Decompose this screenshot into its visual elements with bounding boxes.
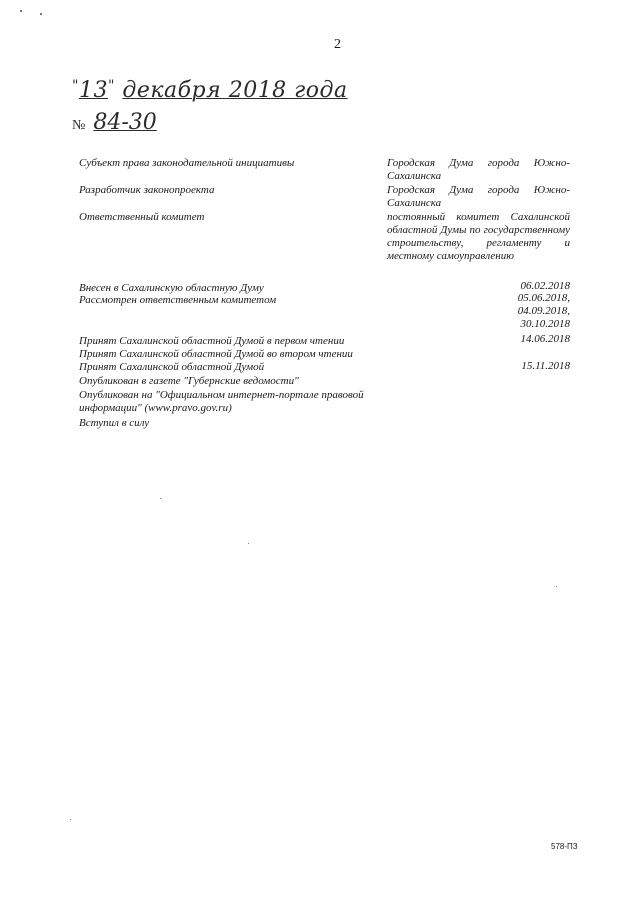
developer-label: Разработчик законопроекта [79,184,215,196]
reviewed-dates [518,292,570,331]
published-portal-label: Опубликован на "Официальном интернет-портале правовой информации" (www.pravo.gov.ru) [79,389,364,414]
reviewed-label: Рассмотрен ответственным комитетом [79,294,277,306]
developer-value: Городская Дума города Южно-Сахалинска [387,184,570,209]
date-open-quote: " [72,78,79,94]
submitted-date: 06.02.2018 [520,280,570,292]
submitted-label: Внесен в Сахалинскую областную Думу [79,282,264,294]
date-month-year: декабря 2018 года [122,78,348,103]
reviewed-date: 04.09.2018, [517,305,570,317]
number-value: 84-30 [93,110,157,135]
reviewed-date: 05.06.2018, [517,292,570,304]
adopted-label: Принят Сахалинской областной Думой [79,361,265,373]
handwritten-number [72,110,157,135]
scan-speck [160,498,161,499]
adopted-date: 15.11.2018 [521,360,570,372]
date-day: 13 [78,78,108,103]
date-close-quote: " [107,78,115,94]
committee-value: постоянный комитет Сахалинской областной Думы по государственному строительству, регламенту и местному самоуправлению [387,211,570,262]
scan-speck [556,586,557,587]
footer-code: 578-ПЗ [551,842,578,851]
handwritten-date [72,78,348,103]
number-symbol: № [72,118,86,133]
committee-label: Ответственный комитет [79,211,205,223]
subject-label: Субъект права законодательной инициативы [79,157,295,169]
reviewed-date: 30.10.2018 [520,318,570,330]
scan-speck [20,10,22,12]
in-force-label: Вступил в силу [79,417,150,429]
scan-speck [248,543,249,544]
page-number: 2 [334,37,341,52]
second-reading-label: Принят Сахалинской областной Думой во втором чтении [79,348,353,360]
published-gazette-label: Опубликован в газете "Губернские ведомости" [79,375,299,387]
scan-speck [70,819,71,820]
first-reading-date: 14.06.2018 [520,333,570,345]
scan-speck [40,13,42,15]
subject-value: Городская Дума города Южно-Сахалинска [387,157,570,182]
first-reading-label: Принят Сахалинской областной Думой в первом чтении [79,335,345,347]
